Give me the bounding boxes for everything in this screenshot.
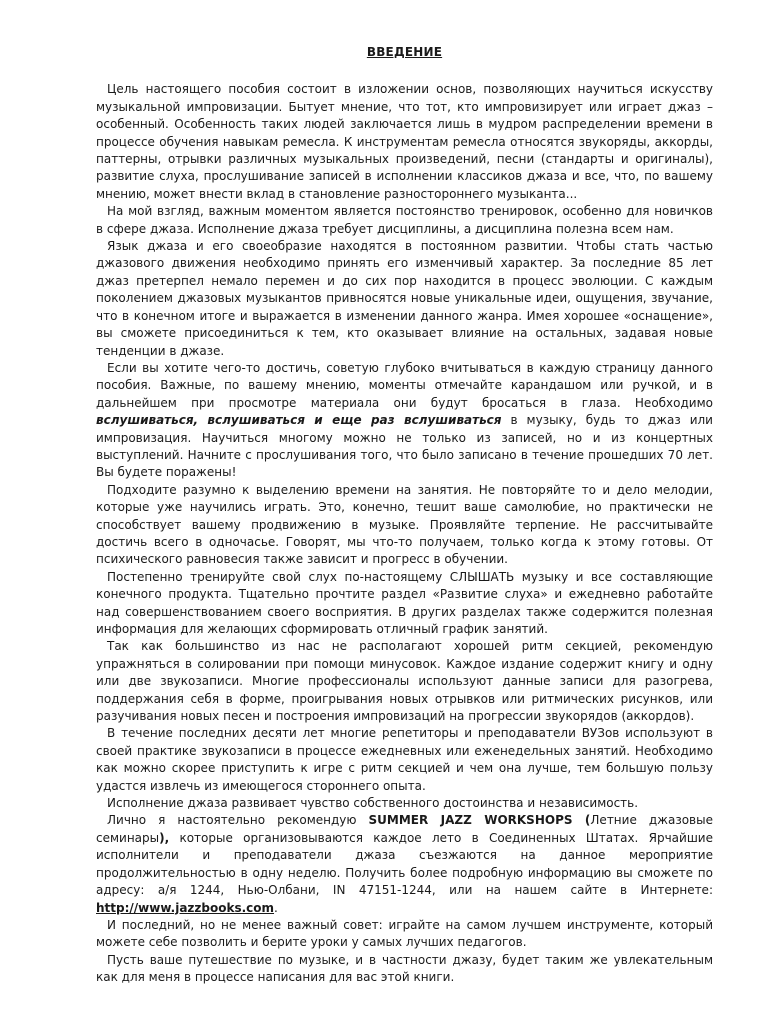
paragraph-11: И последний, но не менее важный совет: играйте на самом лучшем инструменте, который можете себе позволить и берите уроки у самых лучших педагогов. (96, 917, 713, 950)
paragraph-7: Так как большинство из нас не располагают хорошей ритм секцией, рекомендую упражняться в солировании при помощи минусовок. Каждое издание содержит книгу и одну или две звукозаписи. Многие профессионалы используют данные записи для разогрева, поддержания себя в форме, проигрывания новых отрывков или ритмических рисунков, или разучивания новых песен и построения импровизаций на прогрессии звукорядов (аккордов). (96, 639, 713, 724)
paragraph-8: В течение последних десяти лет многие репетиторы и преподаватели ВУЗов используют в своей практике звукозаписи в процессе ежедневных или еженедельных занятий. Необходимо как можно скорее приступить к игре с ритм секцией и чем она лучше, тем большую пользу удастся извлечь из имеющегося стороннего опыта. (96, 726, 713, 793)
paragraph-3: Язык джаза и его своеобразие находятся в постоянном развитии. Чтобы стать частью джазового движения необходимо принять его изменчивый характер. За последние 85 лет джаз претерпел немало перемен и до сих пор находится в процесс эволюции. С каждым поколением джазовых музыкантов привносятся новые уникальные идеи, ощущения, звучание, что в конечном итоге и выражается в изменении данного жанра. Имея хорошее «оснащение», вы сможете присоединиться к тем, кто оказывает влияние на остальных, задавая новые тенденции в джазе. (96, 239, 713, 358)
paragraph-10-end: . (274, 900, 278, 915)
paragraph-12: Пусть ваше путешествие по музыке, и в частности джазу, будет таким же увлекательным как для меня в процессе написания для вас этой книги. (96, 952, 713, 985)
paragraph-10 (96, 812, 713, 916)
paragraph-10-text-a: Лично я настоятельно рекомендую (107, 813, 369, 828)
paragraph-4-text-b: в музыку, будь то джаз или импровизация. Научиться многому можно не только из записей, но и из концертных выступлений. Начните с прослушивания того, что было записано в течение прошедших 70 лет. Вы будете поражены! (96, 413, 713, 480)
paragraph-4-emphasis: вслушиваться, вслушиваться и еще раз вслушиваться (96, 413, 502, 428)
jazzbooks-link[interactable]: http://www.jazzbooks.com (96, 900, 275, 915)
paragraph-5: Подходите разумно к выделению времени на занятия. Не повторяйте то и дело мелодии, которые уже научились играть. Это, конечно, тешит ваше самолюбие, но практически не способствует вашему продвижению в музыке. Проявляйте терпение. Не рассчитывайте достичь всего в одночасье. Говорят, мы что-то получаем, только когда к этому готовы. От психического равновесия также зависит и прогресс в обучении. (96, 482, 713, 567)
paragraph-6: Постепенно тренируйте свой слух по-настоящему СЛЫШАТЬ музыку и все составляющие конечного продукта. Тщательно прочтите раздел «Развитие слуха» и ежедневно работайте над совершенствованием своего восприятия. В других разделах также содержится полезная информация для желающих сформировать отличный график занятий. (96, 569, 713, 636)
paragraph-2: На мой взгляд, важным моментом является постоянство тренировок, особенно для новичков в сфере джаза. Исполнение джаза требует дисциплины, а дисциплина полезна всем нам. (96, 204, 713, 236)
page-title: ВВЕДЕНИЕ (366, 45, 443, 59)
paragraph-10-text-c: которые организовываются каждое лето в Соединенных Штатах. Ярчайшие исполнители и преподаватели джаза съезжаются на данное мероприятие продолжительностью в одну неделю. Получить более подробную информацию вы сможете по адресу: а/я 1244, Нью-Олбани, IN 47151-1244, или на нашем сайте в Интернете: (96, 830, 713, 898)
document-page (96, 44, 713, 987)
workshops-paren-close: ), (159, 830, 170, 845)
workshops-translation: Летние джазовые семинары (96, 813, 713, 845)
paragraph-4-text-a: Если вы хотите чего-то достичь, советую глубоко вчитываться в каждую страницу данного пособия. Важные, по вашему мнению, моменты отмечайте карандашом или ручкой, и в дальнейшем при просмотре материала они будут бросаться в глаза. Необходимо (96, 360, 713, 410)
paragraph-4 (96, 360, 713, 482)
paragraph-1: Цель настоящего пособия состоит в изложении основ, позволяющих научиться искусству музыкальной импровизации. Бытует мнение, что тот, кто импровизирует или играет джаз – особенный. Особенность таких людей заключается лишь в мудром распределении времени в процессе обучения навыкам ремесла. К инструментам ремесла относятся звукоряды, аккорды, паттерны, отрывки различных музыкальных произведений, песни (стандарты и оригиналы), развитие слуха, прослушивание записей в исполнении классиков джаза и все, что, по вашему мнению, может внести вклад в становление разностороннего музыканта... (96, 82, 713, 201)
paragraph-9: Исполнение джаза развивает чувство собственного достоинства и независимость. (107, 796, 639, 811)
workshops-name: SUMMER JAZZ WORKSHOPS ( (368, 813, 591, 828)
